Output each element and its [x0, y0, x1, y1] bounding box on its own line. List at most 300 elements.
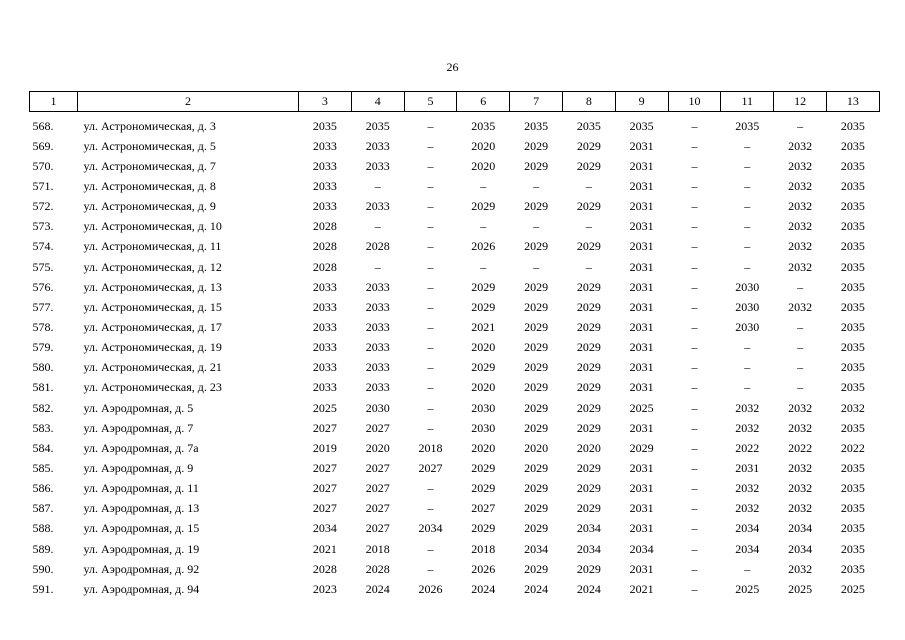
year-cell: –	[691, 460, 698, 475]
year-cell: 2032	[840, 400, 865, 415]
address-cell: ул. Аэродромная, д. 9	[83, 460, 194, 475]
row-number-cell: 578.	[32, 319, 54, 334]
address-cell: ул. Астрономическая, д. 5	[83, 138, 216, 153]
year-cell: 2021	[629, 581, 654, 596]
year-cell: 2031	[629, 340, 654, 355]
year-cell: 2030	[365, 400, 390, 415]
year-cell: 2035	[840, 279, 865, 294]
table-row	[30, 297, 880, 317]
year-cell: 2031	[629, 279, 654, 294]
year-cell: 2033	[312, 138, 337, 153]
row-number-cell: 580.	[32, 360, 54, 375]
year-cell: 2032	[735, 420, 760, 435]
row-number-cell: 576.	[32, 279, 54, 294]
address-cell: ул. Астрономическая, д. 21	[83, 360, 222, 375]
header-cell: 8	[562, 92, 615, 112]
year-cell: 2033	[365, 138, 390, 153]
year-cell: 2027	[312, 420, 337, 435]
schedule-table	[29, 91, 880, 599]
year-cell: 2035	[840, 178, 865, 193]
year-cell: –	[427, 481, 434, 496]
year-cell: 2029	[629, 440, 654, 455]
header-cell: 9	[615, 92, 668, 112]
year-cell: 2029	[471, 360, 496, 375]
year-cell: –	[427, 400, 434, 415]
year-cell: 2023	[312, 581, 337, 596]
year-cell: 2031	[629, 521, 654, 536]
address-cell: ул. Астрономическая, д. 7	[83, 158, 216, 173]
year-cell: –	[691, 118, 698, 133]
year-cell: –	[374, 259, 381, 274]
year-cell: 2033	[312, 199, 337, 214]
year-cell: 2035	[840, 501, 865, 516]
year-cell: 2025	[840, 581, 865, 596]
year-cell: –	[427, 239, 434, 254]
year-cell: –	[691, 340, 698, 355]
year-cell: 2033	[312, 299, 337, 314]
year-cell: –	[427, 501, 434, 516]
year-cell: 2024	[576, 581, 601, 596]
year-cell: 2029	[524, 360, 549, 375]
address-cell: ул. Аэродромная, д. 5	[83, 400, 194, 415]
year-cell: 2029	[471, 279, 496, 294]
year-cell: 2033	[312, 360, 337, 375]
year-cell: 2034	[788, 541, 813, 556]
table-row	[30, 579, 880, 599]
year-cell: 2035	[840, 299, 865, 314]
year-cell: 2032	[788, 460, 813, 475]
table-row	[30, 499, 880, 519]
address-cell: ул. Аэродромная, д. 15	[83, 521, 200, 536]
table-row	[30, 559, 880, 579]
year-cell: 2018	[471, 541, 496, 556]
address-cell: ул. Аэродромная, д. 19	[83, 541, 200, 556]
year-cell: 2033	[312, 340, 337, 355]
year-cell: 2033	[365, 319, 390, 334]
table-row	[30, 338, 880, 358]
year-cell: 2032	[788, 420, 813, 435]
year-cell: 2035	[840, 521, 865, 536]
year-cell: 2027	[312, 501, 337, 516]
year-cell: 2032	[735, 501, 760, 516]
row-number-cell: 579.	[32, 340, 54, 355]
row-number-cell: 586.	[32, 481, 54, 496]
year-cell: –	[585, 259, 592, 274]
year-cell: 2031	[629, 319, 654, 334]
header-cell: 13	[826, 92, 879, 112]
year-cell: –	[585, 178, 592, 193]
header-cell: 10	[668, 92, 721, 112]
year-cell: –	[427, 118, 434, 133]
header-cell: 2	[78, 92, 299, 112]
year-cell: 2020	[524, 440, 549, 455]
year-cell: –	[744, 340, 751, 355]
table-row	[30, 438, 880, 458]
year-cell: 2033	[365, 199, 390, 214]
row-number-cell: 581.	[32, 380, 54, 395]
year-cell: 2020	[471, 158, 496, 173]
year-cell: –	[744, 239, 751, 254]
year-cell: 2020	[471, 380, 496, 395]
year-cell: 2029	[524, 299, 549, 314]
year-cell: 2022	[840, 440, 865, 455]
year-cell: 2031	[629, 178, 654, 193]
year-cell: –	[427, 158, 434, 173]
year-cell: 2035	[524, 118, 549, 133]
year-cell: –	[374, 219, 381, 234]
year-cell: 2035	[840, 460, 865, 475]
year-cell: 2034	[524, 541, 549, 556]
year-cell: 2029	[576, 319, 601, 334]
year-cell: 2027	[418, 460, 443, 475]
table-row	[30, 418, 880, 438]
year-cell: 2031	[629, 239, 654, 254]
year-cell: –	[427, 199, 434, 214]
year-cell: 2033	[312, 319, 337, 334]
year-cell: –	[427, 561, 434, 576]
year-cell: 2029	[524, 521, 549, 536]
year-cell: 2033	[365, 279, 390, 294]
year-cell: –	[691, 299, 698, 314]
year-cell: 2027	[471, 501, 496, 516]
header-cell: 7	[510, 92, 563, 112]
year-cell: 2035	[840, 239, 865, 254]
year-cell: 2031	[629, 501, 654, 516]
table-header	[30, 92, 880, 112]
year-cell: 2032	[788, 561, 813, 576]
year-cell: 2029	[576, 501, 601, 516]
year-cell: 2029	[576, 420, 601, 435]
year-cell: 2030	[471, 420, 496, 435]
year-cell: 2028	[312, 239, 337, 254]
year-cell: 2035	[576, 118, 601, 133]
year-cell: –	[533, 259, 540, 274]
header-cell: 3	[299, 92, 352, 112]
year-cell: 2034	[576, 541, 601, 556]
row-number-cell: 571.	[32, 178, 54, 193]
year-cell: 2034	[418, 521, 443, 536]
year-cell: 2020	[471, 340, 496, 355]
year-cell: 2032	[788, 239, 813, 254]
year-cell: –	[691, 360, 698, 375]
year-cell: 2029	[471, 460, 496, 475]
year-cell: –	[797, 319, 804, 334]
year-cell: –	[744, 561, 751, 576]
year-cell: 2033	[365, 380, 390, 395]
year-cell: 2031	[629, 219, 654, 234]
header-cell: 12	[774, 92, 827, 112]
year-cell: 2020	[471, 440, 496, 455]
year-cell: –	[691, 219, 698, 234]
year-cell: 2032	[788, 299, 813, 314]
year-cell: 2029	[576, 199, 601, 214]
year-cell: 2022	[735, 440, 760, 455]
address-cell: ул. Астрономическая, д. 19	[83, 340, 222, 355]
year-cell: –	[691, 581, 698, 596]
row-number-cell: 583.	[32, 420, 54, 435]
year-cell: 2033	[365, 158, 390, 173]
year-cell: 2029	[524, 481, 549, 496]
year-cell: –	[533, 219, 540, 234]
row-number-cell: 572.	[32, 199, 54, 214]
table-row	[30, 358, 880, 378]
table-row	[30, 176, 880, 196]
year-cell: –	[427, 219, 434, 234]
year-cell: 2029	[524, 340, 549, 355]
year-cell: 2029	[576, 561, 601, 576]
address-cell: ул. Астрономическая, д. 15	[83, 299, 222, 314]
year-cell: –	[691, 420, 698, 435]
row-number-cell: 585.	[32, 460, 54, 475]
year-cell: 2031	[629, 138, 654, 153]
year-cell: 2028	[312, 561, 337, 576]
year-cell: 2033	[365, 340, 390, 355]
table-row	[30, 197, 880, 217]
table-row	[30, 217, 880, 237]
year-cell: –	[691, 178, 698, 193]
year-cell: –	[427, 138, 434, 153]
year-cell: 2034	[788, 521, 813, 536]
year-cell: 2035	[840, 219, 865, 234]
year-cell: 2029	[576, 400, 601, 415]
year-cell: 2035	[840, 481, 865, 496]
year-cell: 2032	[788, 219, 813, 234]
address-cell: ул. Астрономическая, д. 10	[83, 219, 222, 234]
address-cell: ул. Аэродромная, д. 11	[83, 481, 199, 496]
row-number-cell: 569.	[32, 138, 54, 153]
year-cell: –	[691, 400, 698, 415]
year-cell: 2029	[576, 299, 601, 314]
year-cell: –	[427, 299, 434, 314]
year-cell: –	[427, 380, 434, 395]
year-cell: 2029	[576, 360, 601, 375]
year-cell: 2029	[576, 481, 601, 496]
year-cell: –	[427, 420, 434, 435]
table-row	[30, 539, 880, 559]
year-cell: 2028	[312, 219, 337, 234]
table-row	[30, 378, 880, 398]
table-row	[30, 237, 880, 257]
year-cell: 2027	[312, 460, 337, 475]
address-cell: ул. Астрономическая, д. 13	[83, 279, 222, 294]
year-cell: 2027	[365, 501, 390, 516]
year-cell: 2029	[471, 481, 496, 496]
year-cell: 2035	[840, 340, 865, 355]
year-cell: 2033	[365, 360, 390, 375]
year-cell: –	[744, 360, 751, 375]
table-row	[30, 458, 880, 478]
address-cell: ул. Аэродромная, д. 13	[83, 501, 200, 516]
table-body	[30, 112, 880, 600]
year-cell: –	[585, 219, 592, 234]
year-cell: 2024	[365, 581, 390, 596]
year-cell: 2025	[735, 581, 760, 596]
year-cell: –	[691, 158, 698, 173]
year-cell: 2025	[629, 400, 654, 415]
year-cell: –	[691, 138, 698, 153]
year-cell: –	[691, 521, 698, 536]
year-cell: –	[691, 501, 698, 516]
year-cell: 2031	[629, 420, 654, 435]
year-cell: 2021	[312, 541, 337, 556]
address-cell: ул. Астрономическая, д. 23	[83, 380, 222, 395]
year-cell: 2029	[471, 299, 496, 314]
row-number-cell: 574.	[32, 239, 54, 254]
address-cell: ул. Астрономическая, д. 9	[83, 199, 216, 214]
year-cell: 2029	[576, 158, 601, 173]
year-cell: 2034	[576, 521, 601, 536]
year-cell: 2025	[788, 581, 813, 596]
year-cell: 2027	[365, 521, 390, 536]
table-row	[30, 112, 880, 137]
year-cell: 2032	[735, 481, 760, 496]
year-cell: 2035	[365, 118, 390, 133]
year-cell: 2034	[629, 541, 654, 556]
year-cell: 2024	[524, 581, 549, 596]
year-cell: –	[427, 340, 434, 355]
table-row	[30, 317, 880, 337]
year-cell: –	[797, 360, 804, 375]
year-cell: 2029	[576, 340, 601, 355]
year-cell: 2031	[629, 299, 654, 314]
year-cell: 2032	[788, 178, 813, 193]
table-row	[30, 519, 880, 539]
year-cell: –	[691, 259, 698, 274]
year-cell: 2029	[524, 319, 549, 334]
table-row	[30, 156, 880, 176]
year-cell: –	[533, 178, 540, 193]
year-cell: 2020	[576, 440, 601, 455]
year-cell: –	[691, 440, 698, 455]
table-row	[30, 479, 880, 499]
year-cell: 2018	[418, 440, 443, 455]
year-cell: –	[691, 319, 698, 334]
year-cell: 2029	[524, 561, 549, 576]
address-cell: ул. Астрономическая, д. 3	[83, 118, 216, 133]
address-cell: ул. Аэродромная, д. 7	[83, 420, 194, 435]
year-cell: 2029	[576, 239, 601, 254]
year-cell: 2026	[471, 239, 496, 254]
year-cell: 2020	[365, 440, 390, 455]
row-number-cell: 575.	[32, 259, 54, 274]
address-cell: ул. Аэродромная, д. 94	[83, 581, 200, 596]
year-cell: –	[427, 259, 434, 274]
year-cell: 2035	[840, 541, 865, 556]
year-cell: 2030	[735, 299, 760, 314]
header-cell: 1	[30, 92, 78, 112]
year-cell: 2029	[524, 279, 549, 294]
year-cell: 2029	[471, 199, 496, 214]
row-number-cell: 582.	[32, 400, 54, 415]
year-cell: –	[691, 199, 698, 214]
row-number-cell: 573.	[32, 219, 54, 234]
year-cell: 2035	[840, 380, 865, 395]
year-cell: 2027	[365, 460, 390, 475]
year-cell: 2035	[471, 118, 496, 133]
address-cell: ул. Астрономическая, д. 17	[83, 319, 222, 334]
year-cell: 2029	[524, 239, 549, 254]
year-cell: –	[691, 239, 698, 254]
year-cell: 2031	[629, 158, 654, 173]
year-cell: –	[744, 138, 751, 153]
year-cell: 2028	[365, 561, 390, 576]
year-cell: 2032	[788, 481, 813, 496]
year-cell: –	[691, 279, 698, 294]
address-cell: ул. Астрономическая, д. 12	[83, 259, 222, 274]
year-cell: 2021	[471, 319, 496, 334]
year-cell: 2029	[524, 199, 549, 214]
year-cell: 2027	[365, 481, 390, 496]
year-cell: 2032	[788, 501, 813, 516]
year-cell: –	[427, 178, 434, 193]
year-cell: 2030	[735, 279, 760, 294]
year-cell: 2034	[735, 541, 760, 556]
year-cell: 2029	[576, 138, 601, 153]
year-cell: 2035	[840, 158, 865, 173]
year-cell: –	[480, 219, 487, 234]
year-cell: 2032	[735, 400, 760, 415]
year-cell: 2031	[735, 460, 760, 475]
year-cell: –	[427, 360, 434, 375]
year-cell: 2018	[365, 541, 390, 556]
year-cell: 2031	[629, 259, 654, 274]
year-cell: –	[374, 178, 381, 193]
year-cell: –	[691, 561, 698, 576]
year-cell: 2035	[840, 561, 865, 576]
year-cell: 2033	[312, 380, 337, 395]
year-cell: 2027	[365, 420, 390, 435]
year-cell: –	[427, 541, 434, 556]
year-cell: 2028	[312, 259, 337, 274]
row-number-cell: 590.	[32, 561, 54, 576]
year-cell: 2035	[312, 118, 337, 133]
year-cell: –	[797, 118, 804, 133]
year-cell: –	[691, 541, 698, 556]
year-cell: –	[797, 340, 804, 355]
table-row	[30, 257, 880, 277]
year-cell: 2033	[365, 299, 390, 314]
year-cell: 2029	[576, 380, 601, 395]
year-cell: –	[744, 219, 751, 234]
year-cell: 2022	[788, 440, 813, 455]
year-cell: 2030	[471, 400, 496, 415]
header-cell: 5	[404, 92, 457, 112]
year-cell: 2031	[629, 380, 654, 395]
year-cell: 2035	[629, 118, 654, 133]
year-cell: 2033	[312, 178, 337, 193]
row-number-cell: 587.	[32, 501, 54, 516]
year-cell: 2035	[735, 118, 760, 133]
year-cell: 2035	[840, 360, 865, 375]
year-cell: 2028	[365, 239, 390, 254]
row-number-cell: 588.	[32, 521, 54, 536]
year-cell: –	[797, 279, 804, 294]
year-cell: 2035	[840, 118, 865, 133]
year-cell: 2034	[312, 521, 337, 536]
year-cell: 2019	[312, 440, 337, 455]
year-cell: 2032	[788, 138, 813, 153]
year-cell: 2031	[629, 561, 654, 576]
table-row	[30, 398, 880, 418]
year-cell: –	[797, 380, 804, 395]
year-cell: 2033	[312, 158, 337, 173]
year-cell: 2027	[312, 481, 337, 496]
header-cell: 11	[721, 92, 774, 112]
header-cell: 6	[457, 92, 510, 112]
row-number-cell: 568.	[32, 118, 54, 133]
year-cell: 2034	[735, 521, 760, 536]
year-cell: 2029	[524, 400, 549, 415]
